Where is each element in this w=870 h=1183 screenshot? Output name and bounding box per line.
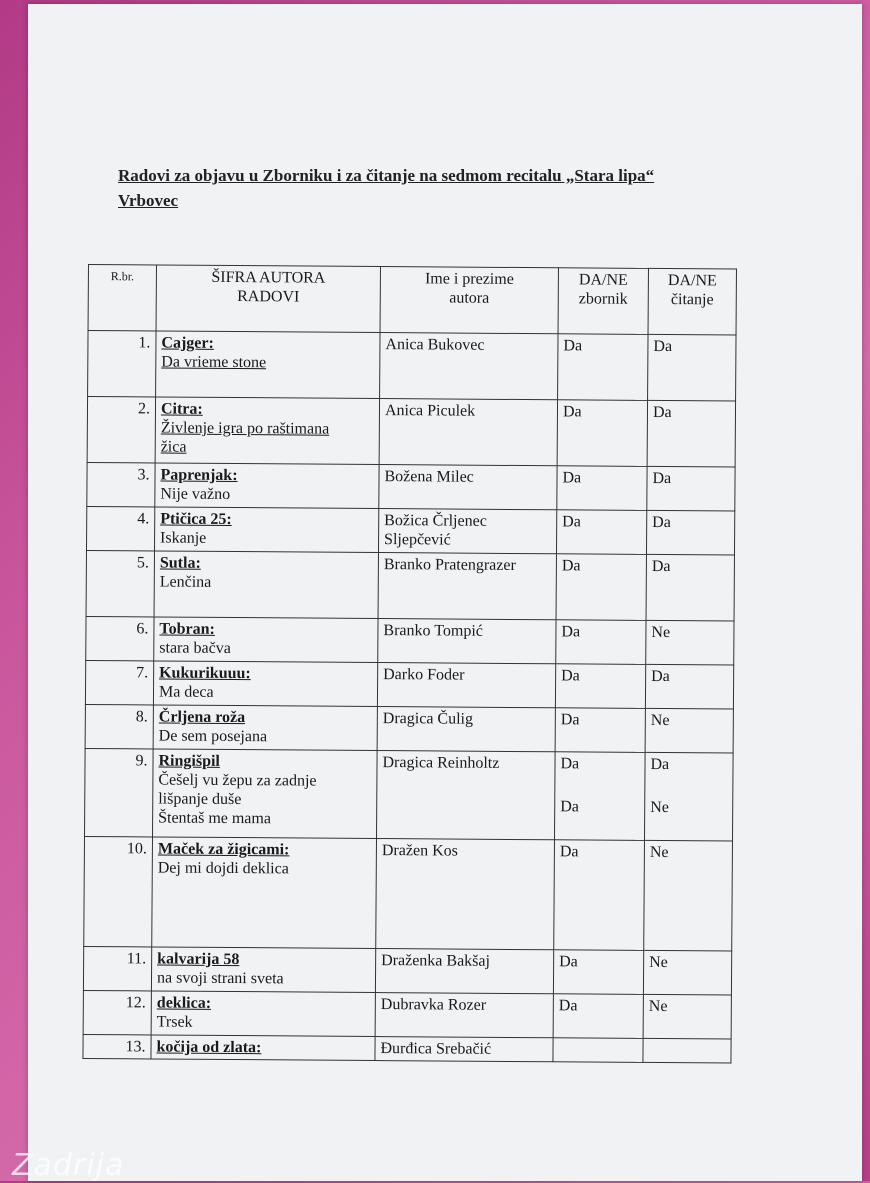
table-row bbox=[83, 946, 731, 995]
row-works bbox=[155, 397, 379, 465]
zbornik-value: Da bbox=[561, 623, 581, 641]
heading-line-2: Vrbovec bbox=[118, 191, 179, 210]
row-works bbox=[152, 837, 377, 949]
row-zbornik bbox=[558, 334, 648, 401]
row-author bbox=[380, 333, 558, 400]
zbornik-value: Da bbox=[562, 469, 582, 487]
header-zbornik-line-1: DA/NE bbox=[578, 271, 628, 289]
citanje-value: Da bbox=[653, 337, 673, 356]
author-code: Kukurikuuu: bbox=[159, 664, 251, 683]
row-citanje bbox=[645, 664, 733, 709]
author-code: Tobran: bbox=[159, 620, 215, 638]
row-author bbox=[378, 619, 556, 664]
heading-line-1: Radovi za objavu u Zborniku i za čitanje na sedmom recitalu „Stara lipa“ bbox=[118, 166, 655, 185]
row-works bbox=[154, 617, 378, 663]
row-author bbox=[375, 949, 553, 994]
row-citanje bbox=[648, 334, 736, 401]
row-number: 13. bbox=[83, 1034, 151, 1058]
work-title: Lenčina bbox=[159, 573, 212, 591]
row-author bbox=[375, 993, 553, 1038]
header-zbornik bbox=[558, 268, 648, 335]
row-number: 2. bbox=[87, 397, 155, 463]
row-zbornik bbox=[554, 840, 645, 951]
author-name: Dragica Reinholtz bbox=[382, 754, 500, 772]
table-row bbox=[86, 616, 734, 665]
table-row bbox=[87, 397, 735, 468]
author-name: Darko Foder bbox=[383, 666, 465, 684]
work-title: Živlenje igra po raštimana bbox=[160, 419, 330, 438]
row-citanje bbox=[646, 620, 734, 665]
zbornik-value: Da bbox=[559, 843, 579, 861]
header-work-line-1: ŠIFRA AUTORA bbox=[211, 268, 326, 287]
citanje-value: Da bbox=[652, 469, 672, 488]
row-citanje bbox=[643, 950, 731, 995]
zbornik-value: Da bbox=[560, 798, 579, 816]
table-row bbox=[85, 748, 734, 841]
work-title: Dej mi dojdi deklica bbox=[157, 859, 289, 878]
author-name: Dubravka Rozer bbox=[380, 996, 487, 1014]
citanje-value: Ne bbox=[649, 953, 668, 972]
row-number: 11. bbox=[83, 946, 151, 990]
citanje-value: Ne bbox=[648, 997, 668, 1016]
document-heading bbox=[118, 163, 758, 213]
zbornik-value: Da bbox=[562, 513, 581, 531]
row-citanje bbox=[644, 840, 733, 951]
row-works bbox=[153, 661, 377, 707]
row-works bbox=[155, 463, 379, 509]
author-name: Branko Pratengrazer bbox=[383, 556, 516, 574]
row-author bbox=[379, 399, 557, 466]
row-works bbox=[151, 1035, 375, 1061]
row-number: 3. bbox=[87, 462, 155, 506]
author-code: Sutla: bbox=[159, 554, 201, 572]
row-number: 6. bbox=[86, 616, 154, 660]
author-code: kalvarija 58 bbox=[157, 950, 240, 969]
author-code: Črljena roža bbox=[158, 708, 246, 727]
author-code: Paprenjak: bbox=[160, 466, 238, 485]
header-author-name bbox=[380, 267, 558, 334]
table-row bbox=[88, 331, 736, 402]
work-title: De sem posejana bbox=[158, 727, 268, 746]
citanje-value: Ne bbox=[650, 711, 670, 730]
work-title: na svoji strani sveta bbox=[156, 969, 284, 988]
author-code: deklica: bbox=[156, 994, 212, 1012]
author-name: Božena Milec bbox=[384, 468, 474, 486]
header-author-code-works bbox=[156, 265, 380, 333]
work-title: Trsek bbox=[156, 1013, 193, 1031]
header-author-line-1: Ime i prezime bbox=[424, 270, 514, 288]
row-works bbox=[156, 331, 380, 399]
header-number: R.br. bbox=[88, 265, 156, 331]
row-number: 12. bbox=[83, 990, 151, 1034]
work-title: Štentaš me mama bbox=[158, 809, 272, 828]
header-work-line-2: RADOVI bbox=[237, 288, 300, 306]
citanje-value: Da bbox=[651, 557, 671, 576]
row-author bbox=[376, 839, 555, 950]
row-author bbox=[376, 751, 555, 840]
work-title: Ma deca bbox=[158, 683, 214, 701]
row-zbornik bbox=[555, 708, 645, 753]
author-name: Đurđica Srebačić bbox=[380, 1040, 492, 1058]
row-works bbox=[154, 507, 378, 553]
author-name: Dragica Čulig bbox=[382, 710, 474, 728]
row-author bbox=[379, 465, 557, 510]
row-author bbox=[377, 707, 555, 752]
citanje-value: Ne bbox=[651, 623, 671, 642]
row-number: 10. bbox=[84, 836, 153, 946]
row-citanje bbox=[644, 752, 733, 841]
row-zbornik bbox=[554, 752, 645, 841]
work-title: žica bbox=[160, 438, 187, 456]
work-title: lišpanje duše bbox=[158, 790, 242, 809]
row-works bbox=[153, 705, 377, 751]
table-row bbox=[84, 836, 733, 951]
table-row bbox=[86, 550, 734, 621]
author-name: Branko Tompić bbox=[383, 622, 483, 640]
row-zbornik bbox=[556, 554, 646, 621]
row-author bbox=[378, 553, 556, 620]
row-works bbox=[151, 991, 375, 1037]
table-row bbox=[85, 660, 733, 709]
header-citanje-line-2: čitanje bbox=[670, 291, 714, 309]
header-citanje-line-1: DA/NE bbox=[667, 272, 717, 290]
row-author bbox=[375, 1037, 553, 1062]
row-number: 9. bbox=[85, 748, 154, 836]
work-title: Iskanje bbox=[160, 529, 207, 547]
row-citanje bbox=[643, 1038, 731, 1063]
author-code: Citra: bbox=[160, 400, 203, 418]
header-zbornik-line-2: zbornik bbox=[578, 290, 628, 308]
row-citanje bbox=[646, 554, 734, 621]
row-citanje bbox=[647, 400, 735, 467]
row-zbornik bbox=[555, 664, 645, 709]
row-number: 7. bbox=[85, 660, 153, 704]
row-zbornik bbox=[556, 620, 646, 665]
citanje-value: Da bbox=[652, 403, 672, 422]
header-author-line-2: autora bbox=[449, 289, 490, 307]
zbornik-value: Da bbox=[561, 557, 581, 575]
citanje-value: Ne bbox=[649, 843, 669, 862]
author-code: Cajger: bbox=[161, 334, 214, 352]
row-zbornik bbox=[553, 1038, 643, 1063]
author-name: Anica Piculek bbox=[384, 402, 476, 420]
table-row bbox=[83, 1034, 731, 1063]
row-citanje bbox=[643, 994, 731, 1039]
table-row bbox=[85, 704, 733, 753]
author-name: Anica Bukovec bbox=[385, 336, 485, 354]
citanje-value: Ne bbox=[650, 798, 669, 817]
row-works bbox=[153, 749, 378, 839]
zbornik-value: Da bbox=[558, 997, 578, 1015]
citanje-value: Da bbox=[651, 667, 670, 686]
work-title: Da vrieme stone bbox=[161, 353, 267, 372]
row-zbornik bbox=[557, 466, 647, 511]
zbornik-value: Da bbox=[560, 755, 580, 773]
row-number: 4. bbox=[86, 506, 154, 550]
row-works bbox=[151, 947, 375, 993]
row-number: 1. bbox=[88, 331, 156, 397]
zbornik-value: Da bbox=[562, 403, 582, 421]
watermark-text: Zadrija bbox=[12, 1148, 125, 1183]
author-code: Ringišpil bbox=[158, 752, 220, 770]
zbornik-value: Da bbox=[561, 667, 580, 685]
table-row bbox=[87, 462, 735, 511]
zbornik-value: Da bbox=[559, 953, 578, 971]
citanje-value: Da bbox=[652, 513, 671, 532]
row-works bbox=[154, 551, 378, 619]
work-title: Nije važno bbox=[160, 485, 231, 503]
row-citanje bbox=[645, 708, 733, 753]
row-zbornik bbox=[553, 950, 643, 995]
row-zbornik bbox=[556, 510, 646, 555]
zbornik-value: Da bbox=[563, 337, 583, 355]
author-code: Ptičica 25: bbox=[160, 510, 232, 529]
work-title: Češelj vu žepu za zadnje bbox=[158, 771, 317, 790]
submissions-table bbox=[82, 264, 737, 1064]
table-header-row bbox=[88, 265, 736, 336]
row-zbornik bbox=[557, 400, 647, 467]
zbornik-value: Da bbox=[560, 711, 580, 729]
citanje-value: Da bbox=[650, 755, 670, 774]
row-author bbox=[378, 509, 556, 554]
author-code: Maček za žigicami: bbox=[157, 840, 290, 859]
row-author bbox=[377, 663, 555, 708]
row-number: 5. bbox=[86, 550, 154, 616]
table-row bbox=[86, 506, 734, 555]
row-citanje bbox=[646, 510, 734, 555]
header-citanje bbox=[648, 268, 736, 335]
row-zbornik bbox=[553, 994, 643, 1039]
row-citanje bbox=[647, 466, 735, 511]
author-name: Božica Črljenec bbox=[384, 512, 487, 530]
row-number: 8. bbox=[85, 704, 153, 748]
table-row bbox=[83, 990, 731, 1039]
author-name: Dražen Kos bbox=[381, 842, 458, 860]
work-title: stara bačva bbox=[159, 639, 231, 658]
author-name: Sljepčević bbox=[384, 531, 451, 549]
author-name: Draženka Bakšaj bbox=[381, 952, 491, 970]
author-code: kočija od zlata: bbox=[156, 1038, 262, 1057]
